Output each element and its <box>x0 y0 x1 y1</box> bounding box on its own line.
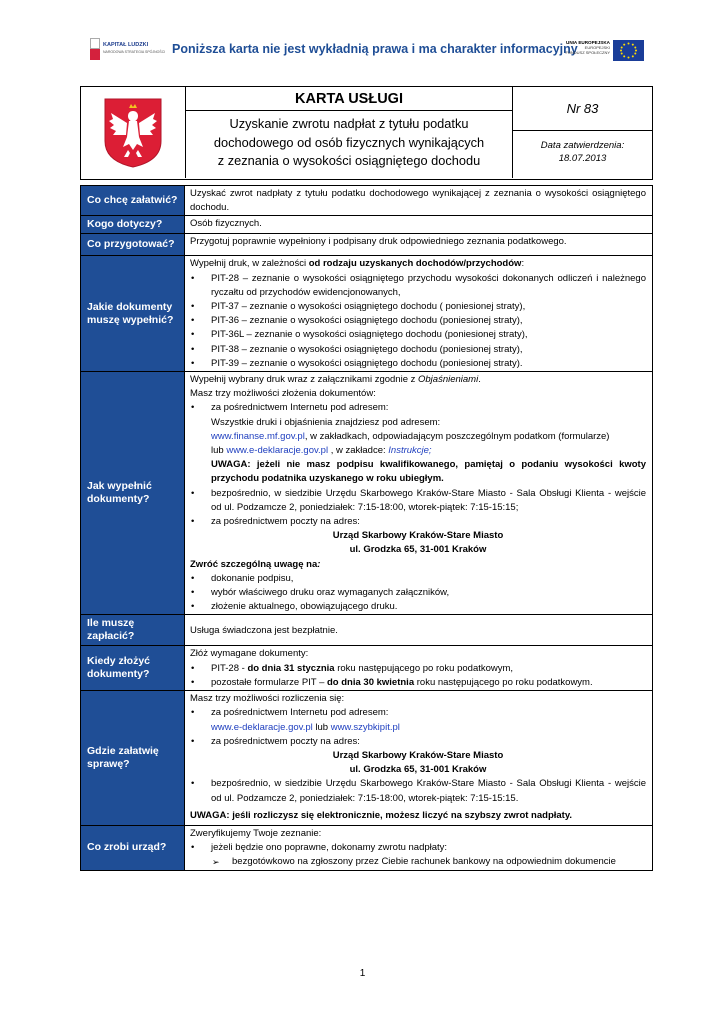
row-value-where <box>185 691 653 826</box>
intro-dot: . <box>478 374 481 386</box>
documents-intro <box>190 257 646 271</box>
list-item: • za pośrednictwem poczty na adres: <box>190 515 646 529</box>
link-szybkipit[interactable]: www.szybkipit.pl <box>330 721 400 733</box>
list-item: • wybór właściwego druku oraz wymaganych załączników, <box>190 586 646 600</box>
logo-left-line1: KAPITAŁ LUDZKI <box>103 42 149 48</box>
item-text: roku następującego po roku podatkowym. <box>414 676 593 688</box>
item-deadline: do dnia 31 stycznia <box>247 662 335 674</box>
eu-flag-icon <box>613 40 644 61</box>
row-label-when: Kiedy złożyć dokumenty? <box>81 646 185 691</box>
header-title: Poniższa karta nie jest wykładnią prawa i ma charakter informacyjny <box>172 42 578 56</box>
attention-heading <box>190 558 646 572</box>
intro-text: Wypełnij druk, w zależności <box>190 258 309 270</box>
description-line: z zeznania o wysokości osiągniętego dochodu <box>217 153 481 168</box>
intro-colon: : <box>521 258 525 270</box>
item-deadline: do dnia 30 kwietnia <box>327 676 415 688</box>
row-label-fill: Jak wypełnić dokumenty? <box>81 372 185 615</box>
row-value-office-action <box>185 825 653 870</box>
list-item <box>190 662 646 676</box>
list-item: • dokonanie podpisu, <box>190 572 646 586</box>
list-item <box>190 676 646 690</box>
link-finanse[interactable]: www.finanse.mf.gov.pl <box>211 430 305 442</box>
intro-text: Wypełnij wybrany druk wraz z załącznikami zgodnie z <box>190 374 418 386</box>
table-row <box>81 186 653 216</box>
row-value-when <box>185 646 653 691</box>
list-item: • PIT-36 – zeznanie o wysokości osiągniętego dochodu (poniesionej straty), <box>190 314 646 328</box>
logo-right-line2: EUROPEJSKI <box>584 45 610 50</box>
card-description <box>186 111 512 171</box>
list-item: • za pośrednictwem Internetu pod adresem: <box>190 401 646 415</box>
warning-text: UWAGA: jeżeli nie masz podpisu kwalifikowanego, pamiętaj o podaniu wysokości kwoty przychodu podatnika uzyskanego w roku ubiegłym. <box>211 459 646 485</box>
link-suffix: , w zakładce: <box>328 445 389 457</box>
card-number: Nr 83 <box>513 87 652 131</box>
service-card-header <box>80 86 653 180</box>
page-number: 1 <box>359 968 366 979</box>
list-item: • PIT-36L – zeznanie o wysokości osiągniętego dochodu (poniesionej straty), <box>190 328 646 342</box>
office-address: ul. Grodzka 65, 31-001 Kraków <box>349 764 487 776</box>
row-label-what: Co chcę załatwić? <box>81 186 185 216</box>
logo-right-line1: UNIA EUROPEJSKA <box>566 40 610 45</box>
list-item: • złożenie aktualnego, obowiązującego druku. <box>190 600 646 614</box>
link-edeklaracje[interactable]: www.e-deklaracje.gov.pl <box>226 445 329 457</box>
table-row <box>81 691 653 826</box>
approval-date: 18.07.2013 <box>558 153 607 164</box>
item-text: roku następującego po roku podatkowym, <box>334 662 514 674</box>
list-item: • PIT-39 – zeznanie o wysokości osiągniętego dochodu (poniesionej straty). <box>190 357 646 371</box>
attention-colon: : <box>317 558 321 570</box>
fill-intro <box>190 373 646 387</box>
warning-text: UWAGA: jeśli rozliczysz się elektronicznie, możesz liczyć na szybszy zwrot nadpłaty. <box>190 809 573 821</box>
row-value-who: Osób fizycznych. <box>185 216 653 234</box>
sub-list-item: ➢ bezgotówkowo na zgłoszony przez Ciebie rachunek bankowy na odpowiednim dokumencie <box>190 855 646 869</box>
row-value-documents <box>185 256 653 372</box>
table-row <box>81 216 653 234</box>
where-intro: Masz trzy możliwości rozliczenia się: <box>190 693 345 705</box>
logo-left-line2: NARODOWA STRATEGIA SPÓJNOŚCI <box>103 50 166 54</box>
polish-eagle-emblem <box>81 87 186 178</box>
options-intro: Masz trzy możliwości złożenia dokumentów: <box>190 388 376 400</box>
eu-logo <box>564 38 644 64</box>
office-name: Urząd Skarbowy Kraków-Stare Miasto <box>332 530 504 542</box>
row-value-what: Uzyskać zwrot nadpłaty z tytułu podatku dochodowego wynikającej z zeznania o wysokości osiągniętego dochodu. <box>185 186 653 216</box>
intro-bold: od rodzaju uzyskanych dochodów/przychodów <box>308 258 522 270</box>
table-row <box>81 256 653 372</box>
approval-label: Data zatwierdzenia: <box>540 140 625 151</box>
office-address: ul. Grodzka 65, 31-001 Kraków <box>349 544 487 556</box>
item-text: PIT-28 - <box>211 662 248 674</box>
row-label-office-action: Co zrobi urząd? <box>81 825 185 870</box>
list-item: • PIT-28 – zeznanie o wysokości osiągniętego przychodu wysokości dokonanych odliczeń i należnego ryczałtu od przychodów ewidencjonowanych, <box>190 272 646 300</box>
link-suffix: , w zakładkach, odpowiadającym poszczególnym podatkom (formularze) <box>304 430 610 442</box>
eagle-icon <box>103 97 163 169</box>
description-line: Uzyskanie zwrotu nadpłat z tytułu podatku <box>229 116 469 131</box>
logo-right-line3: FUNDUSZ SPOŁECZNY <box>565 50 610 55</box>
link-edeklaracje[interactable]: www.e-deklaracje.gov.pl <box>211 721 313 733</box>
list-item: • PIT-37 – zeznanie o wysokości osiągniętego dochodu ( poniesionej straty), <box>190 300 646 314</box>
sub-text: Wszystkie druki i objaśnienia znajdziesz pod adresem: <box>211 416 441 428</box>
links-line <box>190 721 646 735</box>
links-line <box>190 430 646 444</box>
row-label-documents: Jakie dokumenty muszę wypełnić? <box>81 256 185 372</box>
table-row <box>81 615 653 646</box>
intro-italic: Objaśnieniami <box>418 374 479 386</box>
card-heading: KARTA USŁUGI <box>186 87 512 111</box>
list-item: • za pośrednictwem poczty na adres: <box>190 735 646 749</box>
row-value-prepare: Przygotuj poprawnie wypełniony i podpisany druk odpowiedniego zeznania podatkowego. <box>185 234 653 256</box>
links-line <box>190 444 646 458</box>
table-row <box>81 372 653 615</box>
office-intro: Zweryfikujemy Twoje zeznanie: <box>190 827 322 839</box>
row-label-pay: Ile muszę zapłacić? <box>81 615 185 646</box>
flag-icon <box>90 38 100 60</box>
table-row <box>81 825 653 870</box>
office-name: Urząd Skarbowy Kraków-Stare Miasto <box>332 749 504 761</box>
row-value-pay: Usługa świadczona jest bezpłatnie. <box>185 615 653 646</box>
when-intro: Złóż wymagane dokumenty: <box>190 648 309 660</box>
list-item: • bezpośrednio, w siedzibie Urzędu Skarbowego Kraków-Stare Miasto - Sala Obsługi Klienta - wejście od ul. Podzamcze 2, poniedziałek: 7:15-18:00, wtorek-piątek: 7:15-15:15; <box>190 487 646 515</box>
list-item: • bezpośrednio, w siedzibie Urzędu Skarbowego Kraków-Stare Miasto - Sala Obsługi Klienta - wejście od ul. Podzamcze 2, poniedziałek: 7:15-18:00, wtorek-piątek: 7:15-15:15. <box>190 777 646 805</box>
table-row <box>81 646 653 691</box>
list-item: • PIT-38 – zeznanie o wysokości osiągniętego dochodu (poniesionej straty), <box>190 343 646 357</box>
item-text: pozostałe formularze PIT – <box>211 676 327 688</box>
or-text: lub <box>211 445 227 457</box>
approval-date-block <box>513 131 652 165</box>
or-text: lub <box>312 721 331 733</box>
table-row <box>81 234 653 256</box>
description-line: dochodowego od osób fizycznych wynikających <box>213 134 485 150</box>
service-details-table <box>80 185 653 871</box>
page-header <box>80 36 645 66</box>
row-label-where: Gdzie załatwię sprawę? <box>81 691 185 826</box>
row-label-who: Kogo dotyczy? <box>81 216 185 234</box>
list-item: • za pośrednictwem Internetu pod adresem: <box>190 706 646 720</box>
row-value-fill <box>185 372 653 615</box>
attention-text: Zwróć szczególną uwagę na <box>190 558 318 570</box>
list-item: • jeżeli będzie ono poprawne, dokonamy zwrotu nadpłaty: <box>190 841 646 855</box>
kapital-ludzki-logo <box>90 38 166 60</box>
link-instrukcje[interactable]: Instrukcje; <box>388 445 432 457</box>
row-label-prepare: Co przygotować? <box>81 234 185 256</box>
